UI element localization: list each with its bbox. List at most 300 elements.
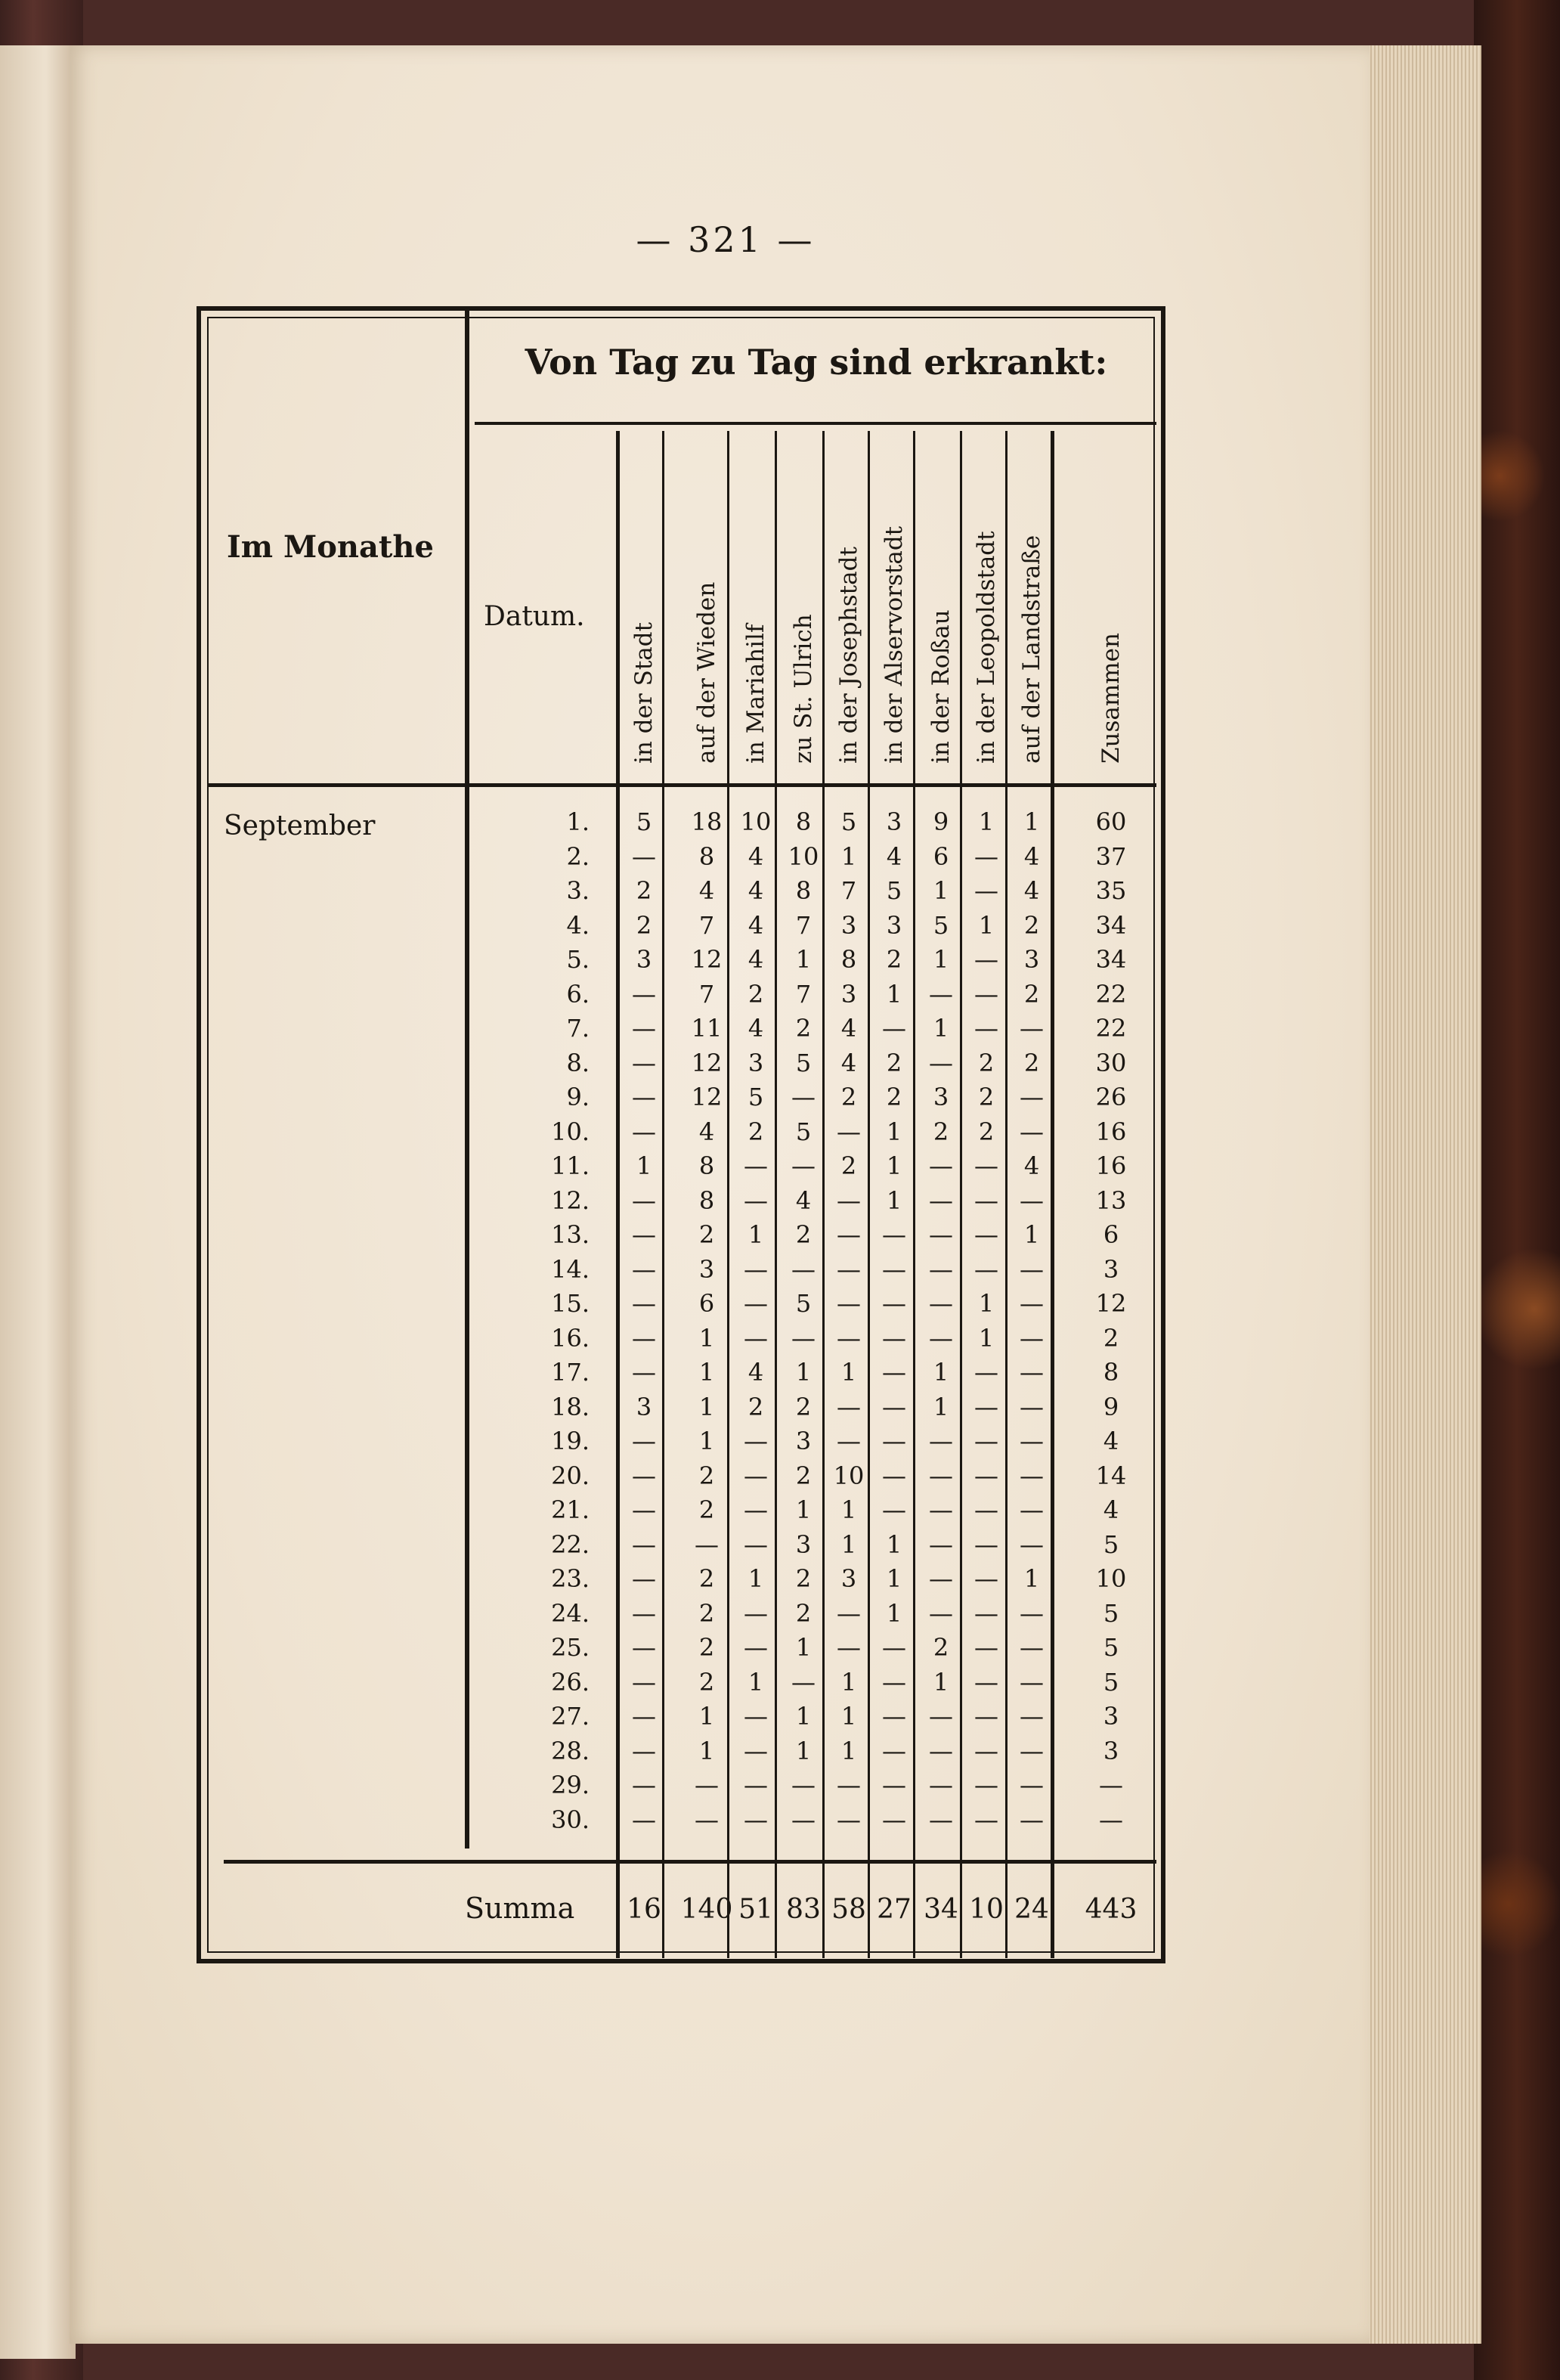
- table-cell: —: [695, 1805, 719, 1834]
- table-cell: 6: [698, 1289, 715, 1318]
- row-date: 21.: [551, 1495, 590, 1524]
- table-cell: 1: [698, 1358, 715, 1387]
- table-cell: 2: [886, 1048, 902, 1077]
- table-cell: 1: [840, 1529, 857, 1559]
- table-cell: —: [632, 1667, 656, 1697]
- column-heading: Zusammen: [1097, 633, 1125, 764]
- table-cell: 2: [748, 1392, 764, 1421]
- table-cell: 10: [833, 1461, 865, 1490]
- table-cell: —: [744, 1633, 768, 1662]
- table-cell: —: [837, 1771, 861, 1799]
- table-cell: —: [929, 1289, 953, 1318]
- row-date: 25.: [551, 1633, 590, 1662]
- table-cell: —: [1020, 1461, 1044, 1490]
- month-column-heading: Im Monathe: [227, 529, 434, 565]
- table-cell: 5: [933, 910, 949, 940]
- row-date: 17.: [551, 1358, 590, 1387]
- table-cell: —: [974, 945, 998, 974]
- table-cell: 1: [1023, 1564, 1040, 1593]
- table-cell: 2: [698, 1461, 715, 1490]
- table-cell: —: [929, 1805, 953, 1834]
- table-cell: 1: [978, 1289, 995, 1318]
- table-cell: 2: [748, 1117, 764, 1146]
- table-cell: —: [632, 841, 656, 871]
- table-cell: —: [974, 1564, 998, 1593]
- table-cell: 2: [840, 1083, 857, 1111]
- table-cell: 10: [1095, 1564, 1127, 1593]
- table-cell: —: [929, 1736, 953, 1765]
- table-cell: —: [882, 1702, 906, 1731]
- row-date: 10.: [551, 1117, 590, 1146]
- table-cell: —: [882, 1289, 906, 1318]
- table-cell: —: [882, 1220, 906, 1249]
- total-cell: 10: [969, 1894, 1004, 1925]
- table-cell: —: [1020, 1014, 1044, 1043]
- totals-label: Summa: [465, 1892, 575, 1925]
- table-cell: 4: [748, 841, 764, 871]
- table-cell: —: [974, 1185, 998, 1215]
- table-cell: 4: [1023, 841, 1040, 871]
- table-cell: 2: [795, 1220, 812, 1249]
- month-label: September: [224, 810, 376, 841]
- table-cell: —: [974, 1529, 998, 1559]
- month-divider: [465, 306, 469, 1849]
- title-divider: [475, 422, 1156, 425]
- table-cell: —: [632, 979, 656, 1009]
- table-cell: 1: [933, 1014, 949, 1043]
- table-cell: 2: [978, 1048, 995, 1077]
- table-cell: 1: [698, 1427, 715, 1455]
- table-cell: —: [1020, 1323, 1044, 1353]
- table-cell: 1: [840, 1667, 857, 1697]
- table-cell: —: [974, 1014, 998, 1043]
- table-cell: —: [632, 1254, 656, 1284]
- table-cell: 1: [840, 1358, 857, 1387]
- table-cell: —: [1020, 1736, 1044, 1765]
- table-cell: —: [882, 1392, 906, 1421]
- table-cell: —: [791, 1151, 816, 1180]
- table-cell: —: [695, 1771, 719, 1799]
- table-cell: —: [744, 1598, 768, 1628]
- table-cell: 2: [933, 1633, 949, 1662]
- row-date: 13.: [551, 1220, 590, 1249]
- column-heading: in der Alservorstadt: [881, 525, 908, 764]
- table-cell: —: [837, 1185, 861, 1215]
- table-cell: 3: [933, 1083, 949, 1111]
- table-cell: —: [632, 1117, 656, 1146]
- table-cell: 4: [698, 876, 715, 905]
- page-stack-edge: [1360, 45, 1481, 2344]
- table-cell: —: [974, 1702, 998, 1731]
- table-cell: —: [1020, 1289, 1044, 1318]
- table-cell: —: [632, 1598, 656, 1628]
- table-cell: —: [974, 1805, 998, 1834]
- table-cell: —: [1020, 1667, 1044, 1697]
- table-cell: 5: [886, 876, 902, 905]
- table-cell: —: [632, 1048, 656, 1077]
- table-cell: 5: [1103, 1598, 1119, 1628]
- table-cell: 1: [933, 1392, 949, 1421]
- table-cell: —: [837, 1633, 861, 1662]
- table-cell: 3: [795, 1427, 812, 1455]
- table-cell: 2: [748, 979, 764, 1009]
- table-cell: 1: [795, 1702, 812, 1731]
- table-cell: —: [837, 1427, 861, 1455]
- table-cell: —: [632, 1529, 656, 1559]
- table-cell: 3: [1103, 1736, 1119, 1765]
- table-cell: —: [632, 1771, 656, 1799]
- table-cell: 2: [698, 1495, 715, 1524]
- table-cell: —: [1020, 1117, 1044, 1146]
- table-cell: 12: [691, 1083, 723, 1111]
- table-cell: —: [837, 1805, 861, 1834]
- table-cell: —: [974, 979, 998, 1009]
- table-cell: 1: [636, 1151, 652, 1180]
- table-cell: 8: [795, 876, 812, 905]
- column-heading: auf der Wieden: [693, 581, 720, 764]
- table-cell: 4: [1023, 1151, 1040, 1180]
- table-cell: 7: [840, 876, 857, 905]
- table-cell: 1: [1023, 1220, 1040, 1249]
- table-cell: 3: [698, 1254, 715, 1284]
- table-cell: 3: [1103, 1254, 1119, 1284]
- column-heading: in der Roßau: [927, 609, 955, 764]
- table-cell: —: [1020, 1185, 1044, 1215]
- table-cell: 5: [795, 1117, 812, 1146]
- table-cell: 5: [1103, 1667, 1119, 1697]
- row-date: 16.: [551, 1323, 590, 1353]
- table-cell: 3: [795, 1529, 812, 1559]
- table-cell: 22: [1095, 1014, 1127, 1043]
- row-date: 26.: [551, 1667, 590, 1697]
- table-cell: —: [1020, 1805, 1044, 1834]
- table-cell: 2: [1103, 1323, 1119, 1353]
- book-cover-right: [1474, 0, 1560, 2380]
- total-cell: 140: [680, 1894, 733, 1925]
- table-cell: 5: [840, 807, 857, 836]
- table-cell: 1: [978, 807, 995, 836]
- table-cell: —: [1099, 1805, 1123, 1834]
- row-date: 30.: [551, 1805, 590, 1834]
- table-cell: —: [791, 1771, 816, 1799]
- table-cell: 10: [740, 807, 772, 836]
- table-cell: —: [744, 1702, 768, 1731]
- table-cell: —: [837, 1220, 861, 1249]
- table-cell: —: [882, 1427, 906, 1455]
- column-heading: in der Stadt: [630, 621, 658, 764]
- table-cell: 2: [636, 876, 652, 905]
- table-cell: 2: [795, 1014, 812, 1043]
- table-cell: —: [882, 1771, 906, 1799]
- table-cell: 1: [748, 1220, 764, 1249]
- table-cell: —: [1020, 1495, 1044, 1524]
- table-cell: 1: [795, 1358, 812, 1387]
- table-cell: 2: [795, 1564, 812, 1593]
- table-cell: 8: [698, 1185, 715, 1215]
- table-cell: —: [837, 1254, 861, 1284]
- table-cell: 35: [1095, 876, 1127, 905]
- table-cell: —: [974, 1254, 998, 1284]
- table-cell: 5: [636, 807, 652, 836]
- table-cell: —: [632, 1702, 656, 1731]
- table-cell: 2: [698, 1633, 715, 1662]
- table-cell: 4: [748, 876, 764, 905]
- table-cell: 1: [698, 1392, 715, 1421]
- table-cell: —: [929, 1702, 953, 1731]
- table-cell: 7: [698, 979, 715, 1009]
- table-cell: 1: [840, 1702, 857, 1731]
- table-cell: 5: [795, 1289, 812, 1318]
- total-cell: 51: [738, 1894, 773, 1925]
- row-date: 5.: [566, 945, 590, 974]
- table-cell: 1: [698, 1702, 715, 1731]
- table-cell: 8: [1103, 1358, 1119, 1387]
- table-cell: —: [632, 1323, 656, 1353]
- table-cell: 3: [748, 1048, 764, 1077]
- column-heading: in Mariahilf: [742, 624, 769, 764]
- table-cell: 1: [933, 1667, 949, 1697]
- table-cell: —: [882, 1495, 906, 1524]
- table-cell: 8: [840, 945, 857, 974]
- table-cell: —: [929, 1427, 953, 1455]
- row-date: 20.: [551, 1461, 590, 1490]
- table-cell: —: [882, 1805, 906, 1834]
- date-column-heading: Datum.: [484, 601, 585, 632]
- row-date: 4.: [566, 910, 590, 940]
- table-cell: —: [632, 1633, 656, 1662]
- table-cell: 8: [698, 841, 715, 871]
- table-cell: 3: [636, 945, 652, 974]
- table-cell: —: [1020, 1358, 1044, 1387]
- table-cell: 4: [748, 1358, 764, 1387]
- table-cell: —: [974, 1358, 998, 1387]
- table-cell: 3: [886, 910, 902, 940]
- table-cell: —: [929, 1254, 953, 1284]
- table-cell: 6: [933, 841, 949, 871]
- table-cell: —: [929, 1323, 953, 1353]
- table-cell: 16: [1095, 1151, 1127, 1180]
- table-cell: 3: [1103, 1702, 1119, 1731]
- total-cell: 83: [786, 1894, 821, 1925]
- row-date: 28.: [551, 1736, 590, 1765]
- total-cell: 34: [924, 1894, 958, 1925]
- table-cell: 3: [840, 1564, 857, 1593]
- table-cell: —: [974, 1461, 998, 1490]
- table-cell: 3: [636, 1392, 652, 1421]
- column-heading: zu St. Ulrich: [790, 614, 817, 764]
- row-date: 9.: [566, 1083, 590, 1111]
- total-cell: 24: [1014, 1894, 1049, 1925]
- table-cell: —: [791, 1254, 816, 1284]
- table-cell: 30: [1095, 1048, 1127, 1077]
- table-cell: —: [632, 1495, 656, 1524]
- table-cell: 1: [886, 1185, 902, 1215]
- table-cell: 6: [1103, 1220, 1119, 1249]
- table-cell: —: [837, 1392, 861, 1421]
- table-cell: 3: [1023, 945, 1040, 974]
- row-date: 7.: [566, 1014, 590, 1043]
- table-cell: —: [632, 1185, 656, 1215]
- table-cell: —: [929, 1495, 953, 1524]
- table-cell: 2: [1023, 1048, 1040, 1077]
- table-cell: 1: [698, 1736, 715, 1765]
- table-cell: 1: [933, 876, 949, 905]
- table-cell: —: [1020, 1598, 1044, 1628]
- table-cell: —: [882, 1667, 906, 1697]
- table-cell: 1: [840, 1736, 857, 1765]
- table-cell: —: [929, 1185, 953, 1215]
- table-cell: 1: [886, 1529, 902, 1559]
- table-cell: 7: [795, 979, 812, 1009]
- table-cell: 1: [698, 1323, 715, 1353]
- table-cell: —: [929, 1529, 953, 1559]
- table-cell: —: [882, 1014, 906, 1043]
- table-cell: 3: [886, 807, 902, 836]
- table-cell: 13: [1095, 1185, 1127, 1215]
- table-cell: 2: [1023, 979, 1040, 1009]
- table-cell: —: [791, 1323, 816, 1353]
- table-cell: 2: [886, 945, 902, 974]
- table-cell: —: [882, 1633, 906, 1662]
- table-cell: 1: [886, 1117, 902, 1146]
- table-cell: 4: [840, 1014, 857, 1043]
- row-date: 8.: [566, 1048, 590, 1077]
- table-cell: 2: [978, 1083, 995, 1111]
- table-cell: 2: [698, 1667, 715, 1697]
- table-cell: —: [1020, 1771, 1044, 1799]
- table-cell: 18: [691, 807, 723, 836]
- table-cell: —: [744, 1461, 768, 1490]
- table-cell: 26: [1095, 1083, 1127, 1111]
- table-cell: —: [974, 1495, 998, 1524]
- table-cell: 4: [748, 910, 764, 940]
- row-date: 19.: [551, 1427, 590, 1455]
- table-cell: —: [632, 1805, 656, 1834]
- table-cell: —: [974, 1392, 998, 1421]
- row-date: 2.: [566, 841, 590, 871]
- table-cell: 1: [795, 1736, 812, 1765]
- table-cell: —: [837, 1323, 861, 1353]
- table-cell: 14: [1095, 1461, 1127, 1490]
- table-cell: 1: [795, 1495, 812, 1524]
- table-cell: —: [744, 1427, 768, 1455]
- table-cell: 5: [748, 1083, 764, 1111]
- table-cell: —: [1020, 1633, 1044, 1662]
- total-cell: 27: [877, 1894, 912, 1925]
- table-cell: —: [929, 1598, 953, 1628]
- row-date: 15.: [551, 1289, 590, 1318]
- table-cell: 2: [795, 1392, 812, 1421]
- table-cell: —: [1020, 1083, 1044, 1111]
- table-cell: —: [744, 1254, 768, 1284]
- table-cell: —: [1099, 1771, 1123, 1799]
- table-cell: —: [974, 1736, 998, 1765]
- table-cell: 34: [1095, 945, 1127, 974]
- table-cell: 4: [1103, 1427, 1119, 1455]
- table-cell: —: [791, 1667, 816, 1697]
- table-cell: 2: [698, 1564, 715, 1593]
- table-cell: —: [791, 1805, 816, 1834]
- table-cell: 1: [840, 841, 857, 871]
- table-cell: 7: [795, 910, 812, 940]
- table-cell: 60: [1095, 807, 1127, 836]
- table-cell: —: [929, 1048, 953, 1077]
- table-cell: —: [744, 1151, 768, 1180]
- table-cell: 11: [691, 1014, 723, 1043]
- table-cell: 1: [933, 1358, 949, 1387]
- table-title: Von Tag zu Tag sind erkrankt:: [525, 342, 1108, 383]
- table-cell: —: [744, 1495, 768, 1524]
- table-cell: —: [1020, 1427, 1044, 1455]
- table-cell: 1: [840, 1495, 857, 1524]
- table-cell: 3: [840, 910, 857, 940]
- table-cell: —: [974, 1427, 998, 1455]
- table-cell: —: [974, 841, 998, 871]
- row-date: 24.: [551, 1598, 590, 1628]
- table-cell: —: [744, 1736, 768, 1765]
- table-cell: —: [632, 1736, 656, 1765]
- row-date: 27.: [551, 1702, 590, 1731]
- table-cell: —: [744, 1771, 768, 1799]
- table-cell: —: [929, 1461, 953, 1490]
- table-cell: 2: [978, 1117, 995, 1146]
- table-cell: —: [1020, 1702, 1044, 1731]
- table-cell: 34: [1095, 910, 1127, 940]
- table-cell: 5: [1103, 1633, 1119, 1662]
- table-cell: 5: [1103, 1529, 1119, 1559]
- table-cell: —: [929, 1220, 953, 1249]
- table-cell: 16: [1095, 1117, 1127, 1146]
- table-cell: —: [791, 1083, 816, 1111]
- header-divider: [209, 783, 1156, 787]
- table-cell: 1: [978, 910, 995, 940]
- table-cell: 1: [886, 1564, 902, 1593]
- table-cell: —: [974, 1151, 998, 1180]
- table-cell: 4: [748, 945, 764, 974]
- table-cell: —: [632, 1358, 656, 1387]
- table-cell: —: [632, 1220, 656, 1249]
- row-date: 3.: [566, 876, 590, 905]
- table-cell: 4: [1103, 1495, 1119, 1524]
- table-cell: 12: [1095, 1289, 1127, 1318]
- row-date: 14.: [551, 1254, 590, 1284]
- table-cell: 8: [795, 807, 812, 836]
- table-cell: 4: [698, 1117, 715, 1146]
- table-cell: 1: [795, 1633, 812, 1662]
- table-cell: —: [974, 1220, 998, 1249]
- table-cell: —: [744, 1323, 768, 1353]
- table-cell: —: [974, 1771, 998, 1799]
- table-cell: —: [929, 1771, 953, 1799]
- table-cell: —: [882, 1736, 906, 1765]
- table-cell: —: [695, 1529, 719, 1559]
- table-cell: —: [632, 1083, 656, 1111]
- table-cell: 2: [933, 1117, 949, 1146]
- table-cell: 22: [1095, 979, 1127, 1009]
- table-cell: —: [974, 1598, 998, 1628]
- total-cell: 58: [831, 1894, 866, 1925]
- table-cell: —: [632, 1289, 656, 1318]
- total-cell: 443: [1085, 1894, 1138, 1925]
- table-cell: 12: [691, 1048, 723, 1077]
- totals-divider: [224, 1860, 1156, 1864]
- table-cell: 12: [691, 945, 723, 974]
- table-cell: 7: [698, 910, 715, 940]
- table-cell: —: [929, 979, 953, 1009]
- table-cell: —: [744, 1289, 768, 1318]
- table-cell: 4: [840, 1048, 857, 1077]
- row-date: 22.: [551, 1529, 590, 1559]
